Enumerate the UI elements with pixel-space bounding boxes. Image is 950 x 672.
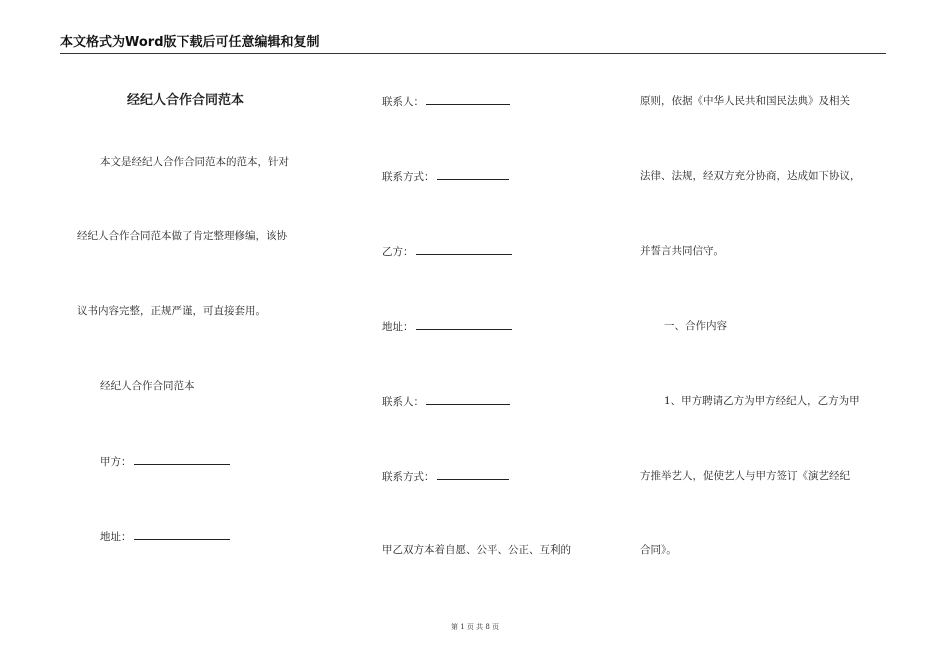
contact-b-blank	[426, 394, 510, 405]
contact-a-label: 联系人：	[382, 96, 424, 108]
section-title: 经纪人合作合同范本	[100, 380, 195, 392]
col3-line-6: 方推举艺人，促使艺人与甲方签订《演艺经纪	[640, 470, 850, 482]
contact-b-field	[382, 394, 510, 409]
section-heading-cooperation: 一、合作内容	[664, 320, 727, 332]
contact-b-label: 联系人：	[382, 396, 424, 408]
header-text: 本文格式为Word版下载后可任意编辑和复制	[60, 35, 320, 50]
contact-a-blank	[426, 94, 510, 105]
address-b-blank	[416, 319, 512, 330]
address-b-label: 地址：	[382, 321, 414, 333]
phone-b-label: 联系方式：	[382, 471, 435, 483]
contact-a-field	[382, 94, 510, 109]
intro-line-3: 议书内容完整，正规严谨，可直接套用。	[77, 305, 266, 317]
party-a-field	[100, 454, 230, 469]
col3-line-7: 合同》。	[640, 544, 677, 556]
address-a-field	[100, 529, 230, 544]
phone-a-field	[382, 169, 509, 184]
phone-b-blank	[437, 469, 509, 480]
col3-line-3: 并誓言共同信守。	[640, 245, 724, 257]
party-b-label: 乙方：	[382, 246, 414, 258]
phone-b-field	[382, 469, 509, 484]
page-header	[60, 35, 886, 54]
intro-line-1: 本文是经纪人合作合同范本的范本，针对	[100, 156, 289, 168]
party-b-blank	[416, 244, 512, 255]
doc-title: 经纪人合作合同范本	[127, 93, 245, 108]
party-b-field	[382, 244, 512, 259]
phone-a-label: 联系方式：	[382, 171, 435, 183]
col3-line-5: 1、甲方聘请乙方为甲方经纪人，乙方为甲	[664, 395, 860, 407]
col3-line-2: 法律、法规，经双方充分协商，达成如下协议，	[640, 170, 861, 182]
address-b-field	[382, 319, 512, 334]
address-a-label: 地址：	[100, 531, 132, 543]
party-a-label: 甲方：	[100, 456, 132, 468]
phone-a-blank	[437, 169, 509, 180]
party-a-blank	[134, 454, 230, 465]
address-a-blank	[134, 529, 230, 540]
col3-line-1: 原则，依据《中华人民共和国民法典》及相关	[640, 95, 850, 107]
agreement-line: 甲乙双方本着自愿、公平、公正、互利的	[382, 544, 571, 556]
intro-line-2: 经纪人合作合同范本做了肯定整理修编，该协	[77, 230, 287, 242]
page-footer: 第 1 页 共 8 页	[450, 623, 500, 631]
